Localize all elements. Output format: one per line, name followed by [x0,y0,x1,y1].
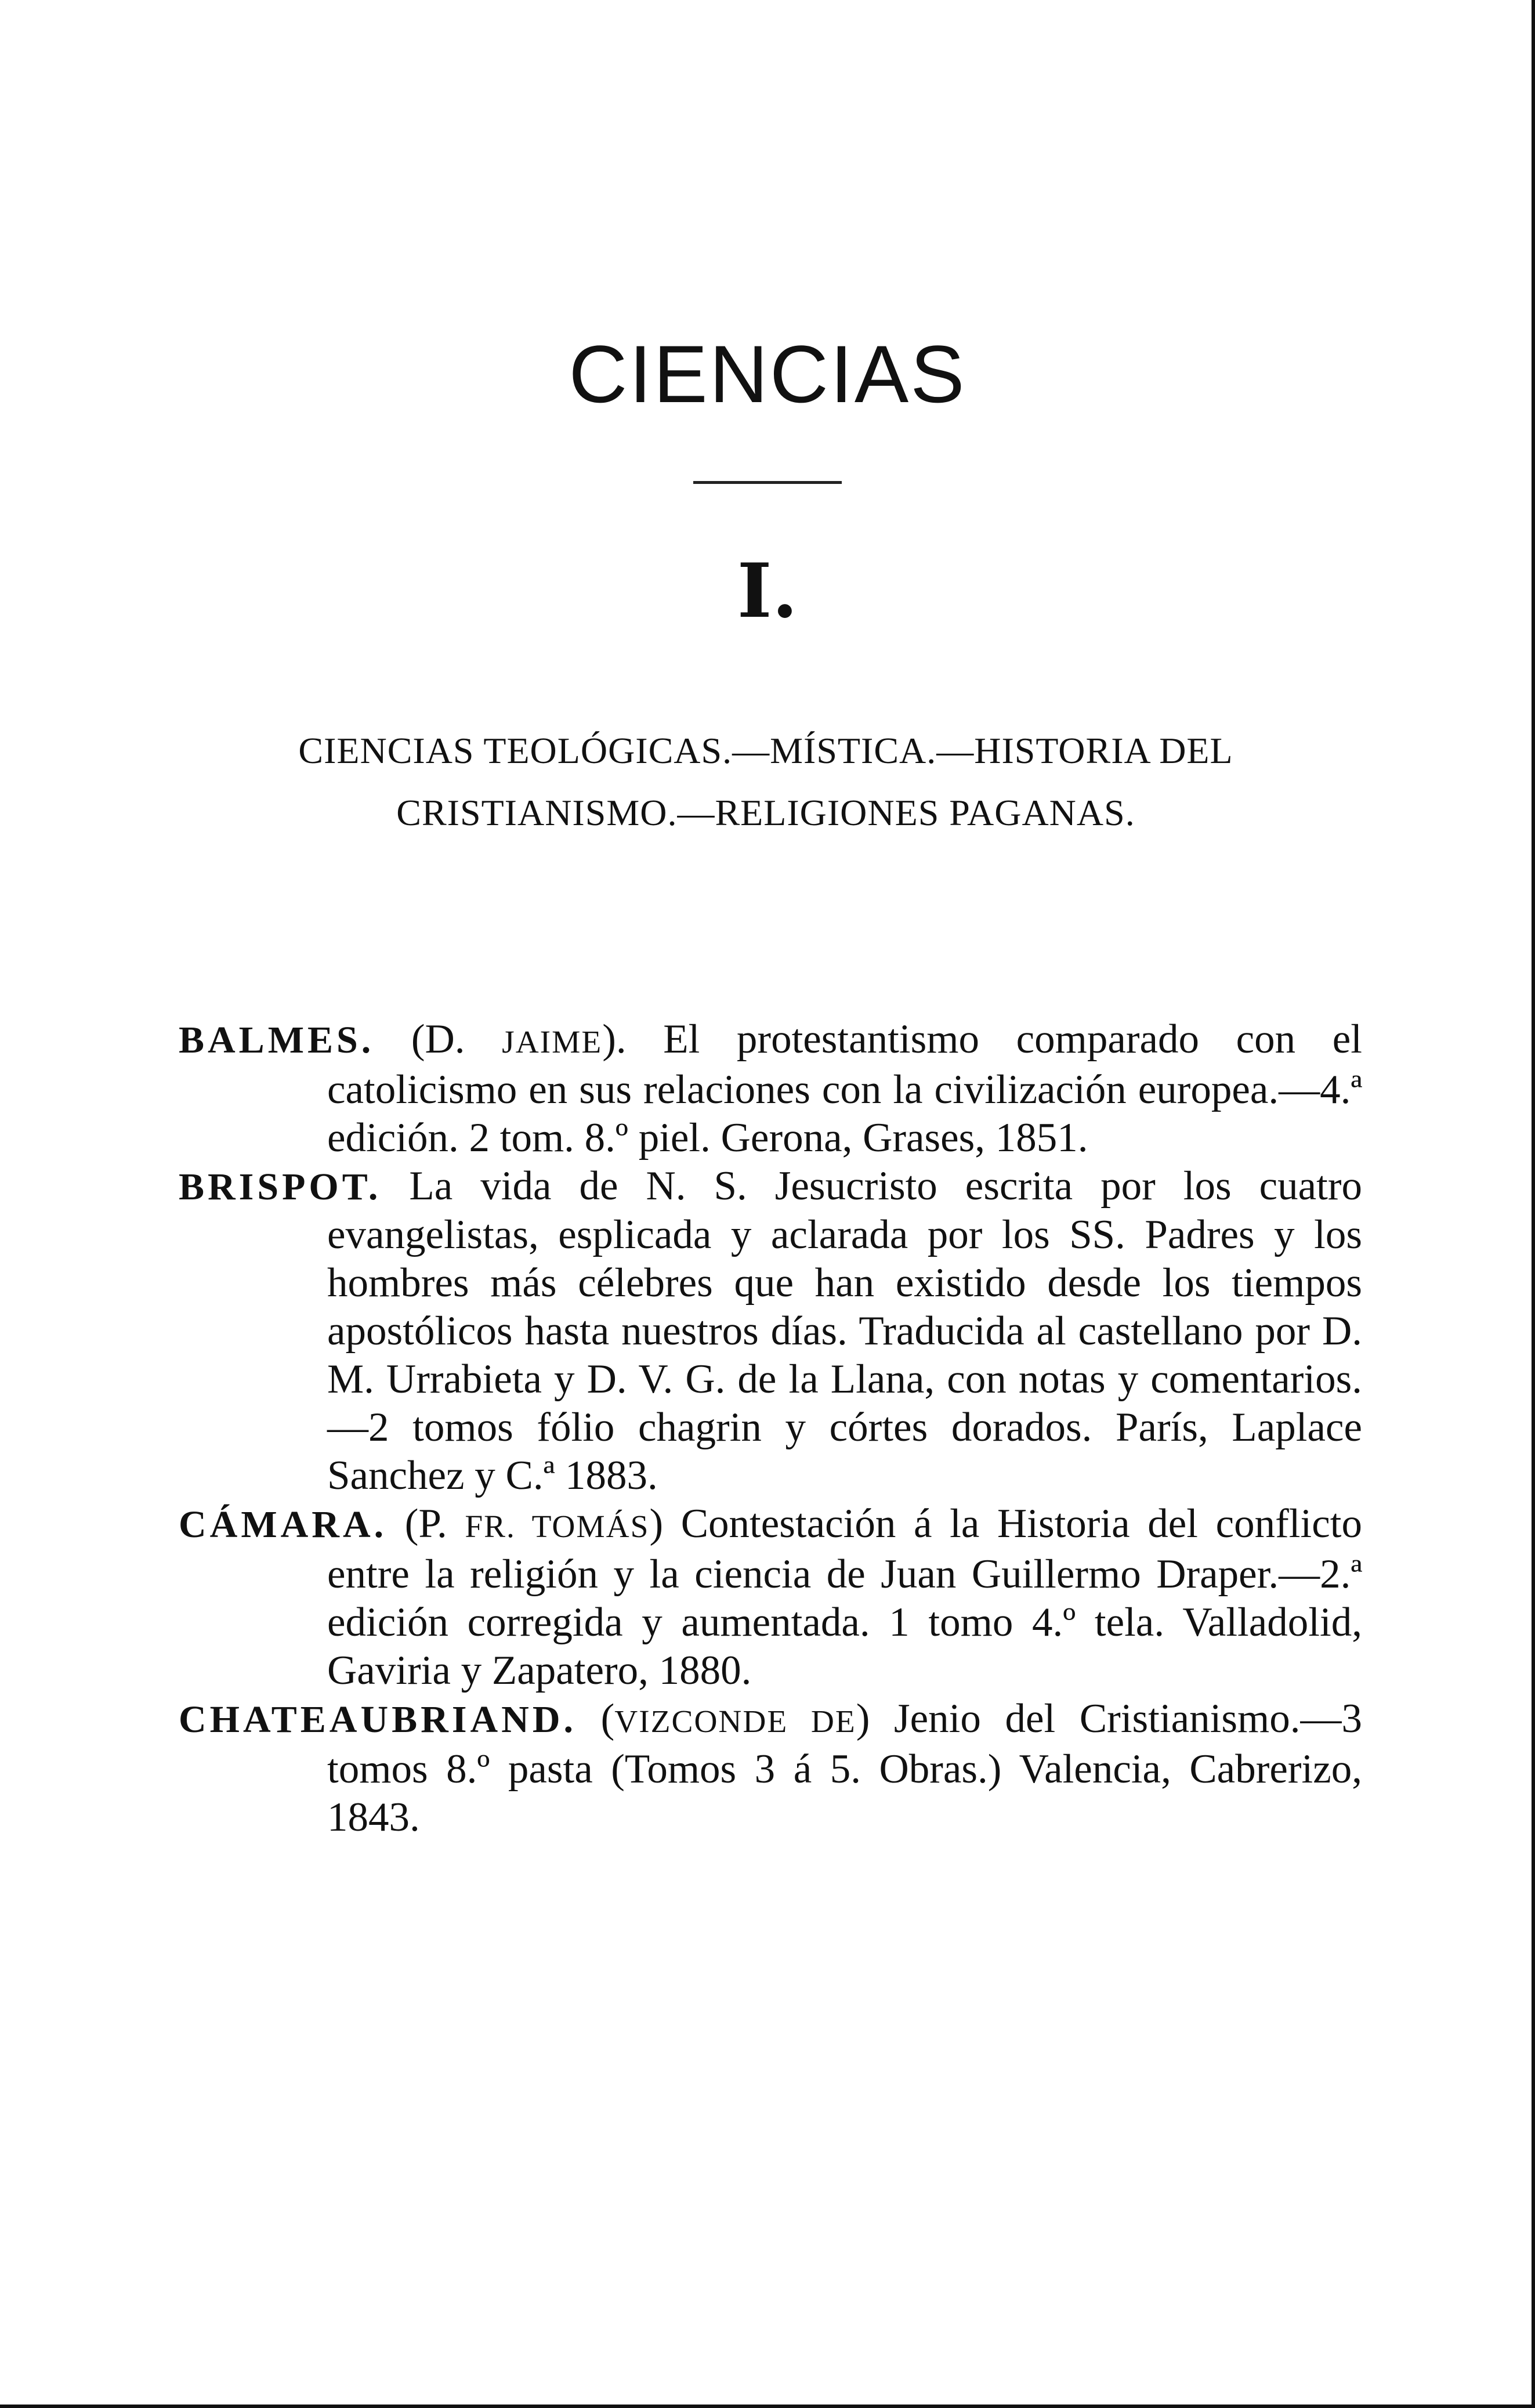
entry-name-open: (P. [387,1501,465,1546]
entry-chateaubriand [179,1695,1362,1842]
entry-surname: BRISPOT. [179,1166,382,1208]
entry-text: Contestación á la Historia del conflicto entre la religión y la ciencia de Juan Guillermo Draper.—2.ª edición corregida y aumentada. 1 tomo 4.º tela. Valladolid, Gaviria y Zapatero, 1880. [327,1501,1362,1693]
entry-name-smallcaps: FR. TOMÁS [465,1509,650,1544]
page-title: CIENCIAS [569,328,966,420]
entry-name-close: ) [856,1696,870,1741]
entry-balmes [179,1015,1362,1162]
entry-camara [179,1500,1362,1695]
section-heading [174,719,1357,844]
entry-name-close: ) [649,1501,664,1546]
entry-surname: CHATEAUBRIAND. [179,1698,577,1741]
entry-text: La vida de N. S. Jesucristo escrita por los cuatro evangelistas, esplicada y aclarada por los SS. Padres y los hombres más célebres que han existido desde los tiempos apostólicos hasta nuestros días. Traducida al castellano por D. M. Urrabieta y D. V. G. de la Llana, con notas y comentarios.—2 tomos fólio chagrin y córtes dorados. París, Laplace Sanchez y C.ª 1883. [327,1163,1362,1498]
entry-text: El protestantismo comparado con el catolicismo en sus relaciones con la civilización europea.—4.ª edición. 2 tom. 8.º piel. Gerona, Grases, 1851. [327,1017,1362,1160]
entry-name-close: ). [602,1017,627,1062]
section-heading-line-2: CRISTIANISMO.—RELIGIONES PAGANAS. [396,792,1135,833]
entry-brispot [179,1162,1362,1500]
entry-name-open: (D. [374,1017,502,1062]
section-number: I. [737,548,798,635]
entry-surname: CÁMARA. [179,1503,388,1546]
bibliography-entries [179,1015,1362,1842]
entry-text: Jenio del Cristianismo.—3 tomos 8.º pasta (Tomos 3 á 5. Obras.) Valencia, Cabrerizo, 1843. [327,1696,1362,1840]
entry-name-smallcaps: VIZCONDE DE [614,1704,856,1739]
section-heading-line-1: CIENCIAS TEOLÓGICAS.—MÍSTICA.—HISTORIA DEL [298,730,1233,771]
entry-surname: BALMES. [179,1019,375,1061]
entry-name-smallcaps: JAIME [502,1024,603,1060]
entry-name-open: ( [577,1696,615,1741]
title-rule [693,481,842,484]
